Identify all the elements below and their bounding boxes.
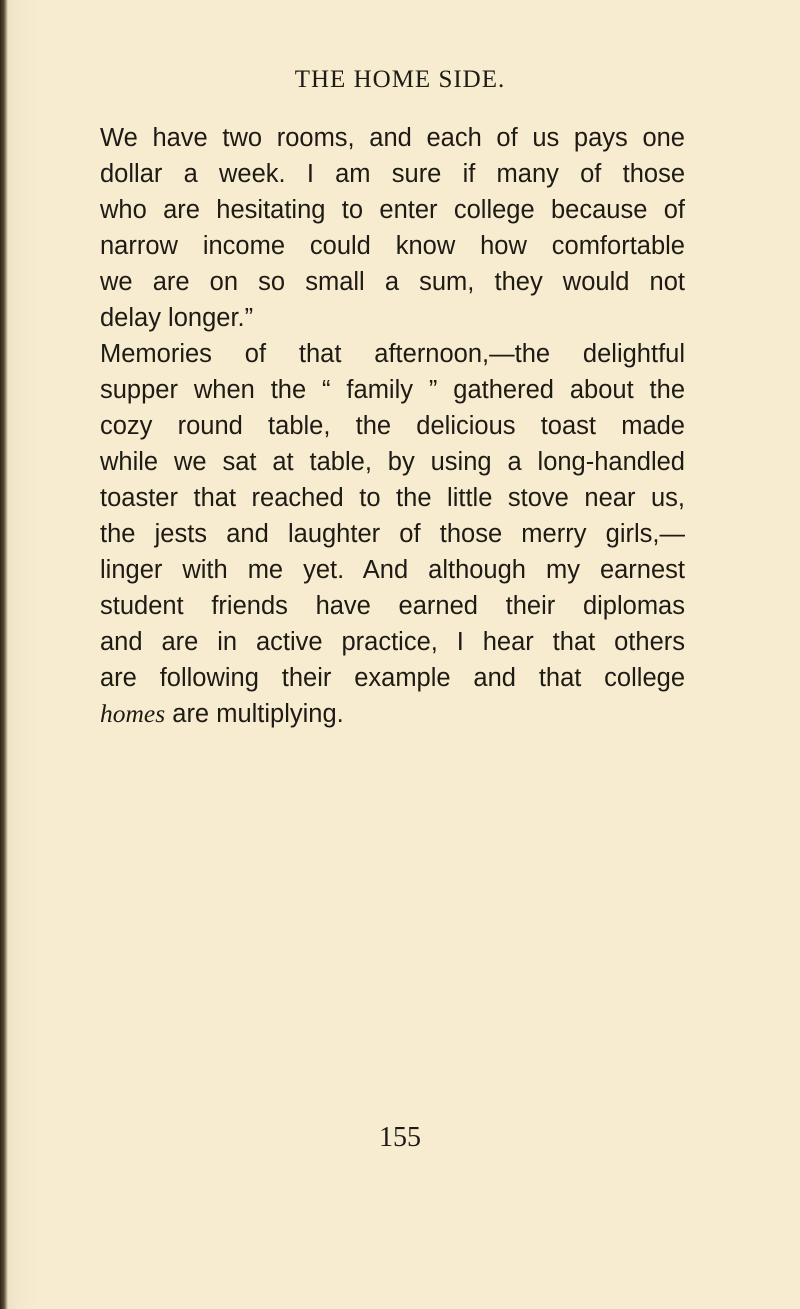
text-line-final bbox=[100, 696, 685, 732]
text-line: dollar a week. I am sure if many of those bbox=[100, 160, 685, 188]
page-number: 155 bbox=[379, 1122, 421, 1153]
text-line: delay longer.” bbox=[100, 304, 254, 332]
italic-word: homes bbox=[100, 699, 166, 728]
text-line: supper when the “ family ” gathered about the bbox=[100, 376, 685, 404]
text-line: are following their example and that college bbox=[100, 664, 685, 692]
book-spine-shadow bbox=[0, 0, 8, 1309]
text-line: Memories of that afternoon,—the delightful bbox=[100, 340, 685, 368]
text-line: and are in active practice, I hear that others bbox=[100, 628, 685, 656]
text-line: cozy round table, the delicious toast made bbox=[100, 412, 685, 440]
text-line: while we sat at table, by using a long-handled bbox=[100, 448, 685, 476]
text-line: we are on so small a sum, they would not bbox=[100, 268, 685, 296]
text-line: the jests and laughter of those merry girls,— bbox=[100, 520, 685, 548]
paragraph-1 bbox=[100, 120, 685, 336]
paragraph-2 bbox=[100, 336, 685, 732]
text-line: toaster that reached to the little stove near us, bbox=[100, 484, 685, 512]
page-body bbox=[100, 120, 685, 732]
text-line: linger with me yet. And although my earnest bbox=[100, 556, 685, 584]
text-line: We have two rooms, and each of us pays one bbox=[100, 124, 685, 152]
running-head: THE HOME SIDE. bbox=[294, 66, 506, 93]
text-line: narrow income could know how comfortable bbox=[100, 232, 685, 260]
text-line: who are hesitating to enter college because of bbox=[100, 196, 685, 224]
text-line: student friends have earned their diplomas bbox=[100, 592, 685, 620]
text-fragment: are multiplying. bbox=[165, 700, 344, 728]
